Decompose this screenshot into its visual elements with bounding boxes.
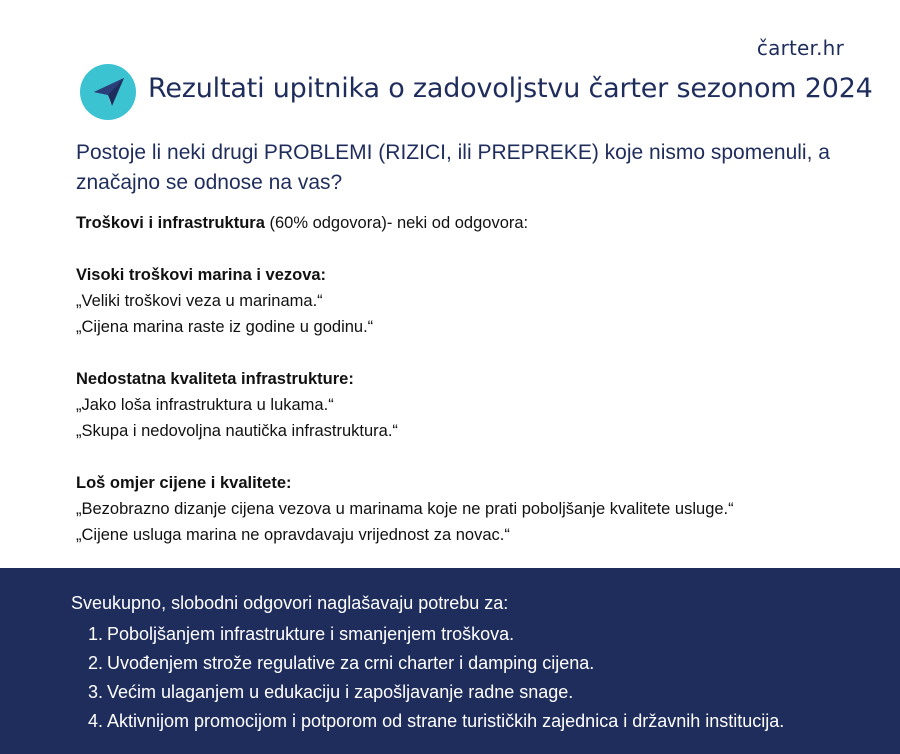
group-title: Loš omjer cijene i kvalitete: [76, 474, 292, 492]
answer-group [76, 366, 866, 444]
summary-item [88, 649, 784, 678]
quote: „Cijena marina raste iz godine u godinu.“ [76, 318, 374, 336]
quote: „Cijene usluga marina ne opravdavaju vrijednost za novac.“ [76, 526, 510, 544]
paper-plane-icon [80, 64, 136, 120]
brand-name: čarter.hr [756, 36, 844, 60]
summary-item [88, 620, 784, 649]
answer-group [76, 470, 866, 548]
quote: „Skupa i nedovoljna nautička infrastruktura.“ [76, 422, 398, 440]
item-text: Uvođenjem strože regulative za crni charter i damping cijena. [107, 653, 595, 673]
item-text: Poboljšanjem infrastrukture i smanjenjem troškova. [107, 624, 515, 644]
paper-plane-graphic [80, 64, 136, 120]
quote: „Jako loša infrastruktura u lukama.“ [76, 396, 334, 414]
summary-heading: Sveukupno, slobodni odgovori naglašavaju potrebu za: [71, 593, 509, 613]
intro-line [76, 210, 866, 236]
intro-rest: (60% odgovora)- neki od odgovora: [264, 214, 529, 232]
item-number: 1. [88, 624, 104, 644]
survey-question: Postoje li neki drugi PROBLEMI (RIZICI, ili PREPREKE) koje nismo spomenuli, a značajno se odnose na vas? [76, 141, 830, 194]
item-text: Većim ulaganjem u edukaciju i zapošljavanje radne snage. [107, 682, 574, 702]
summary-panel [0, 568, 900, 754]
summary-list [88, 620, 784, 736]
item-number: 4. [88, 711, 104, 731]
item-text: Aktivnijom promocijom i potporom od strane turističkih zajednica i državnih institucija. [107, 711, 785, 731]
item-number: 3. [88, 682, 104, 702]
quote: „Veliki troškovi veza u marinama.“ [76, 292, 323, 310]
answer-group [76, 262, 866, 340]
item-number: 2. [88, 653, 104, 673]
quote: „Bezobrazno dizanje cijena vezova u marinama koje ne prati poboljšanje kvalitete usluge.“ [76, 500, 734, 518]
summary-item [88, 678, 784, 707]
intro-bold: Troškovi i infrastruktura [76, 214, 265, 232]
group-title: Nedostatna kvaliteta infrastrukture: [76, 370, 354, 388]
answers-section [76, 210, 866, 574]
page-title: Rezultati upitnika o zadovoljstvu čarter sezonom 2024 [148, 73, 873, 104]
group-title: Visoki troškovi marina i vezova: [76, 266, 327, 284]
summary-item [88, 707, 784, 736]
